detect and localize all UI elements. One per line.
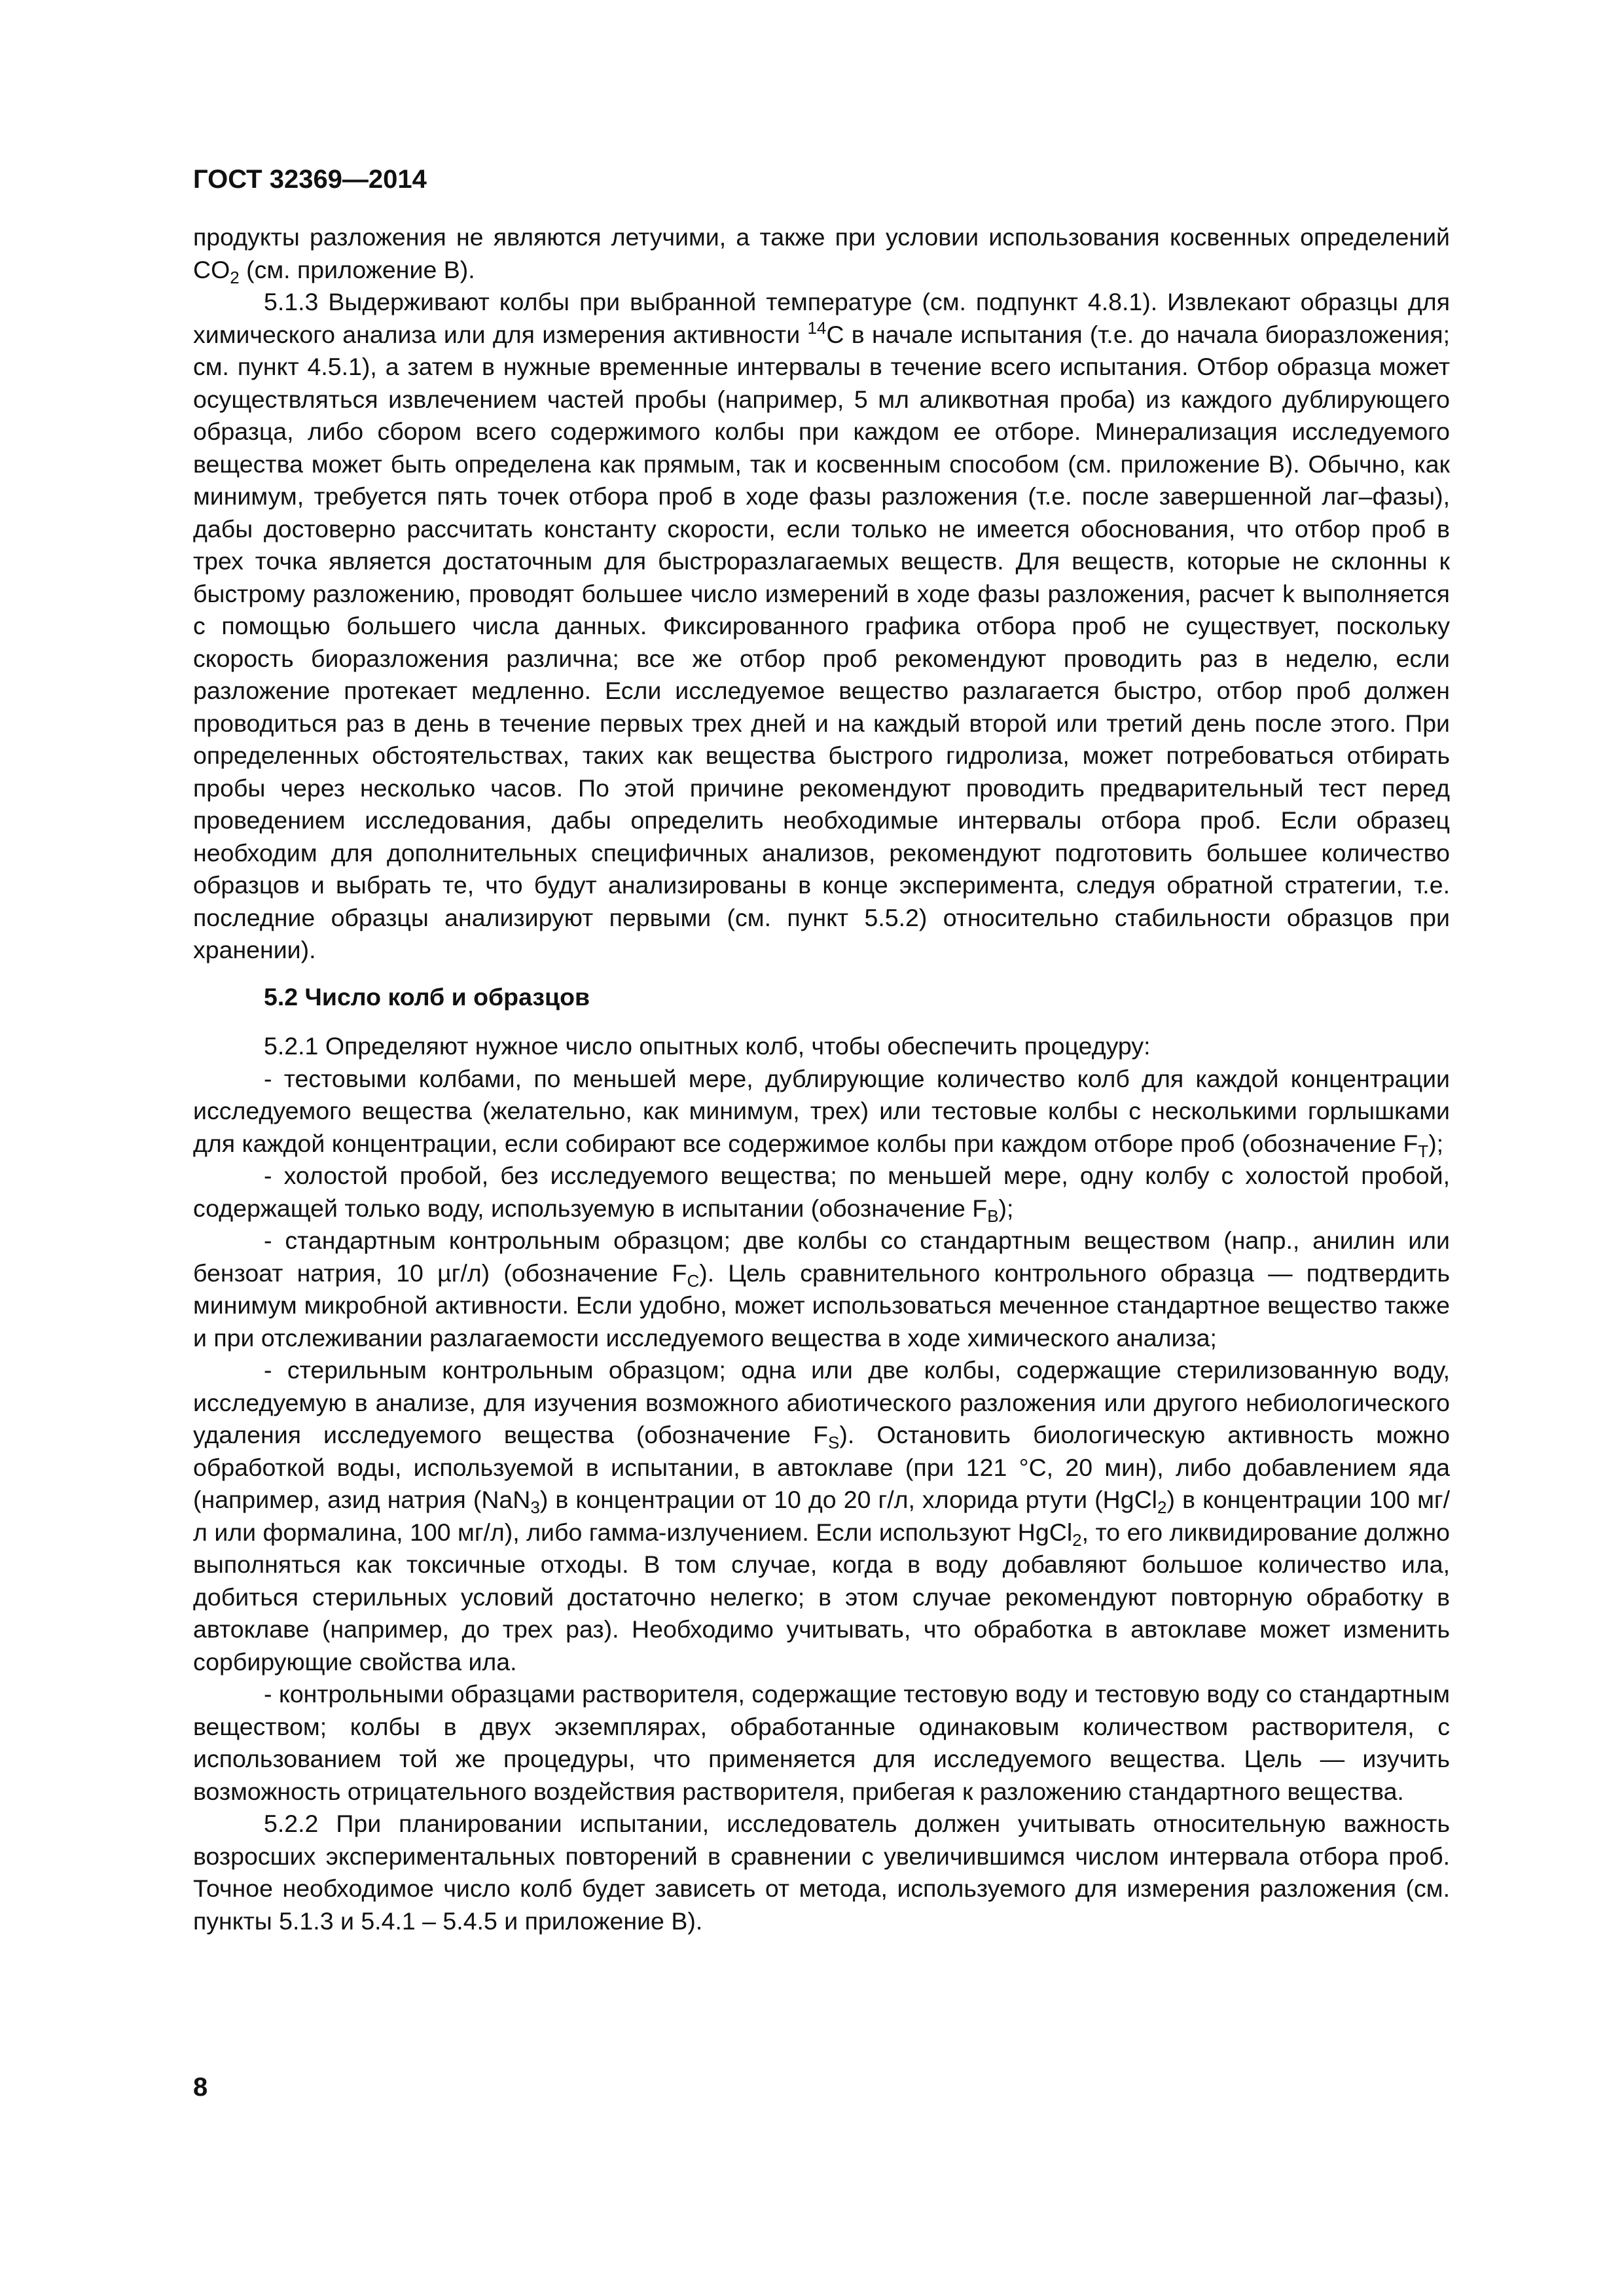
text-run: 5.1.3 Выдерживают колбы при выбранной температуре (см. подпункт 4.8.1). Извлекают образцы для химического анализа или для измерения активности <box>193 288 1450 348</box>
text-run: ) в концентрации 100 мг/л или формалина, 100 мг/л), либо гамма-излучением. Если используют HgCl <box>193 1486 1450 1546</box>
superscript: 14 <box>807 317 827 338</box>
subscript: S <box>828 1433 840 1452</box>
list-item-standard-control <box>193 1225 1450 1354</box>
text-run: ). Цель сравнительного контрольного образца — подтвердить минимум микробной активности. Если удобно, может использоваться меченное стандартное вещество также и при отслеживании разлагаемости исследуемого вещества в ходе химического анализа; <box>193 1259 1451 1352</box>
subscript: 2 <box>1072 1530 1082 1550</box>
subscript: 3 <box>530 1498 540 1517</box>
document-page <box>193 164 1450 2127</box>
text-run: ) в концентрации от 10 до 20 г/л, хлорида ртути (HgCl <box>539 1486 1158 1513</box>
list-item-blank-sample <box>193 1160 1450 1225</box>
text-run: ). Остановить биологическую активность можно обработкой воды, используемой в испытании, в автоклаве (при 121 °С, 20 мин), либо добавлением яда (например, азид натрия (NaN <box>193 1421 1450 1513</box>
subscript: C <box>687 1270 700 1291</box>
section-heading-5-2: 5.2 Число колб и образцов <box>264 982 590 1011</box>
paragraph-continuation <box>193 221 1450 286</box>
paragraph-5-2-2: 5.2.2 При планировании испытании, исследователь должен учитывать относительную важность возросших экспериментальных повторений в сравнении с увеличившимся числом интервала отбора проб. Точное необходимое число колб будет зависеть от метода, используемого для измерения разложения (см. пункты 5.1.3 и 5.4.1 – 5.4.5 и приложение В). <box>193 1810 1450 1935</box>
text-run: , то его ликвидирование должно выполняться как токсичные отходы. В том случае, когда в воду добавляют большое количество ила, добиться стерильных условий достаточно нелегко; в этом случае рекомендуют повторную обработку в автоклаве (например, до трех раз). Необходимо учитывать, что обработка в автоклаве может изменить сорбирующие свойства ила. <box>193 1518 1450 1676</box>
list-item-test-flasks <box>193 1063 1450 1160</box>
text-run: - тестовыми колбами, по меньшей мере, дублирующие количество колб для каждой концентрации исследуемого вещества (желательно, как минимум, трех) или тестовые колбы с несколькими горлышками для каждой концентрации, если собирают все содержимое колбы при каждом отборе проб (обозначение F <box>193 1064 1450 1157</box>
list-item-sterile-control <box>193 1354 1450 1678</box>
document-body <box>193 221 1450 1937</box>
text-run: - стерильным контрольным образцом; одна или две колбы, содержащие стерилизованную воду, исследуемую в анализе, для изучения возможного абиотического разложения или другого небиологического удаления исследуемого вещества (обозначение F <box>193 1356 1450 1448</box>
text-run: - стандартным контрольным образцом; две колбы со стандартным веществом (напр., анилин или бензоат натрия, 10 µг/л) (обозначение F <box>193 1227 1450 1287</box>
paragraph-5-1-3 <box>193 286 1450 967</box>
subscript: T <box>1418 1141 1429 1161</box>
subscript: 2 <box>230 267 240 287</box>
subscript: B <box>987 1206 999 1226</box>
paragraph-5-2-1: 5.2.1 Определяют нужное число опытных колб, чтобы обеспечить процедуру: <box>264 1032 1151 1060</box>
document-header: ГОСТ 32369—2014 <box>193 165 427 194</box>
list-item-solvent-control: - контрольными образцами растворителя, содержащие тестовую воду и тестовую воду со стандартным веществом; колбы в двух экземплярах, обработанные одинаковым количеством растворителя, с использованием той же процедуры, что применяется для исследуемого вещества. Цель — изучить возможность отрицательного воздействия растворителя, прибегая к разложению стандартного вещества. <box>193 1680 1450 1805</box>
text-run: продукты разложения не являются летучими, а также при условии использования косвенных определений CO <box>193 223 1450 283</box>
subscript: 2 <box>1157 1498 1167 1517</box>
text-run: ); <box>1428 1129 1444 1157</box>
text-run: - холостой пробой, без исследуемого вещества; по меньшей мере, одну колбу с холостой пробой, содержащей только воду, используемую в испытании (обозначение F <box>193 1162 1450 1222</box>
text-run: (см. приложение В). <box>239 255 475 283</box>
text-run: ); <box>998 1194 1014 1222</box>
text-run: C в начале испытания (т.е. до начала биоразложения; см. пункт 4.5.1), а затем в нужные временные интервалы в течение всего испытания. Отбор образца может осуществляться извлечением частей пробы (например, 5 мл аликвотная проба) из каждого дублирующего образца, либо сбором всего содержимого колбы при каждом ее отборе. Минерализация исследуемого вещества может быть определена как прямым, так и косвенным способом (см. приложение В). Обычно, как минимум, требуется пять точек отбора проб в ходе фазы разложения (т.е. после завершенной лаг–фазы), дабы достоверно рассчитать константу скорости, если только не имеется обоснования, что отбор проб в трех точка является достаточным для быстроразлагаемых веществ. Для веществ, которые не склонны к быстрому разложению, проводят большее число измерений в ходе фазы разложения, расчет k выполняется с помощью большего числа данных. Фиксированного графика отбора проб не существует, поскольку скорость биоразложения различна; все же отбор проб рекомендуют проводить раз в неделю, если разложение протекает медленно. Если исследуемое вещество разлагается быстро, отбор проб должен проводиться раз в день в течение первых трех дней и на каждый второй или третий день после этого. При определенных обстоятельствах, таких как вещества быстрого гидролиза, может потребоваться отбирать пробы через несколько часов. По этой причине рекомендуют проводить предварительный тест перед проведением исследования, дабы определить необходимые интервалы отбора проб. Если образец необходим для дополнительных специфичных анализов, рекомендуют подготовить большее количество образцов и выбрать те, что будут анализированы в конце эксперимента, следуя обратной стратегии, т.е. последние образцы анализируют первыми (см. пункт 5.5.2) относительно стабильности образцов при хранении). <box>193 320 1451 963</box>
page-number: 8 <box>193 2073 208 2102</box>
